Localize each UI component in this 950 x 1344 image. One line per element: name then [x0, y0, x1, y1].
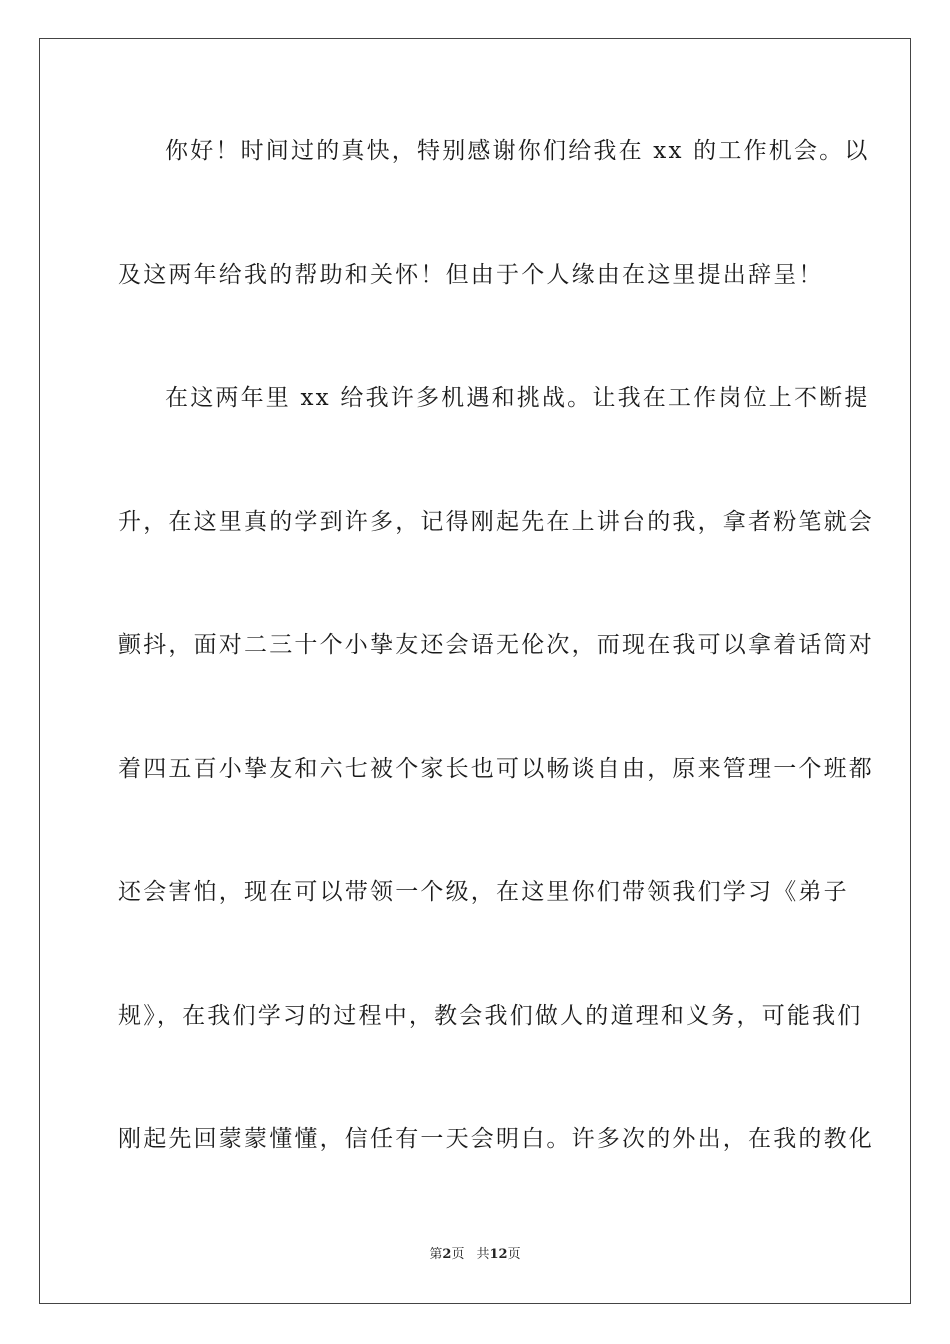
paragraph-2-line-5: 还会害怕，现在可以带领一个级，在这里你们带领我们学习《弟子: [118, 879, 849, 905]
page-frame: [39, 38, 911, 1304]
page-number: 2: [442, 1247, 452, 1262]
page-footer: [0, 1247, 950, 1263]
paragraph-2-line-1: 在这两年里 xx 给我许多机遇和挑战。让我在工作岗位上不断提: [165, 385, 870, 411]
paragraph-2-line-3: 颤抖，面对二三十个小挚友还会语无伦次，而现在我可以拿着话筒对: [118, 632, 874, 658]
paragraph-2-line-6: 规》，在我们学习的过程中，教会我们做人的道理和义务，可能我们: [118, 1003, 863, 1029]
total-suffix: 页: [507, 1247, 521, 1262]
paragraph-2-line-7: 刚起先回蒙蒙懂懂，信任有一天会明白。许多次的外出，在我的教化: [118, 1126, 874, 1152]
paragraph-2-line-4: 着四五百小挚友和六七被个家长也可以畅谈自由，原来管理一个班都: [118, 756, 874, 782]
total-pages: 12: [489, 1247, 508, 1262]
paragraph-1-line-2: 及这两年给我的帮助和关怀！但由于个人缘由在这里提出辞呈！: [118, 262, 824, 288]
paragraph-2-line-2: 升，在这里真的学到许多，记得刚起先在上讲台的我，拿者粉笔就会: [118, 509, 874, 535]
page-prefix: 第: [429, 1247, 443, 1262]
total-prefix: 共: [476, 1247, 490, 1262]
page-suffix: 页: [451, 1247, 465, 1262]
paragraph-1-line-1: 你好！时间过的真快，特别感谢你们给我在 xx 的工作机会。以: [165, 138, 870, 164]
